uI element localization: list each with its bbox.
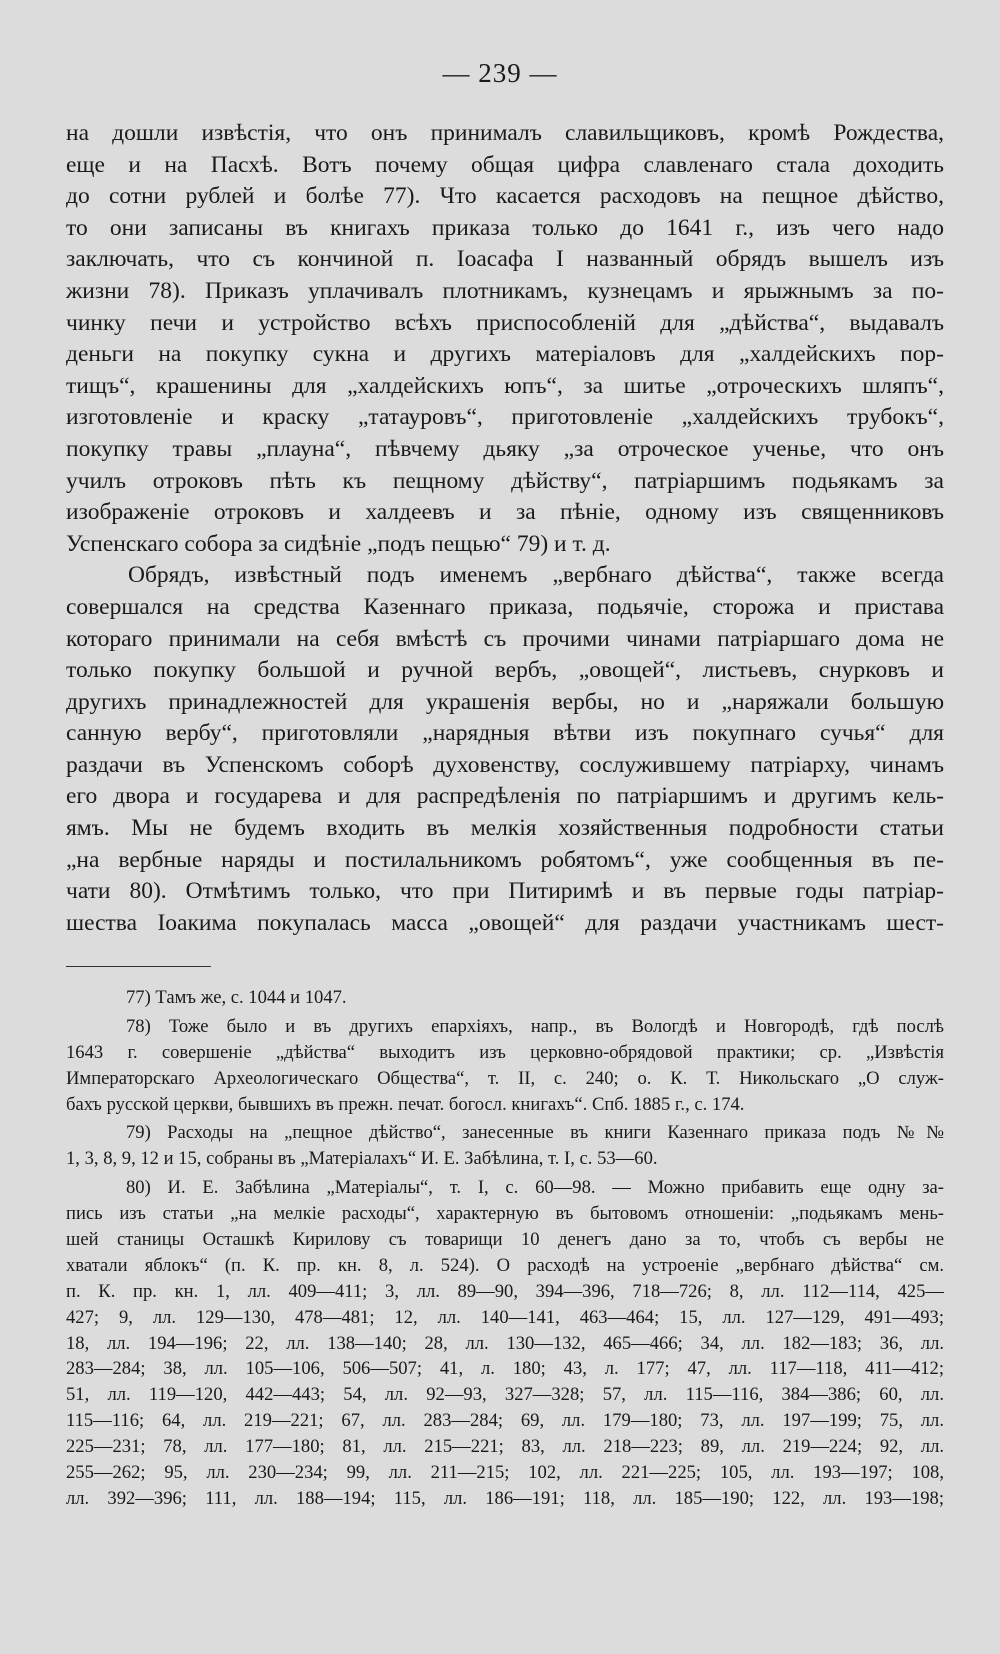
text-line: изображеніе отроковъ и халдеевъ и за пѣніе, одному изъ священниковъ bbox=[66, 499, 944, 526]
text-line: Обрядъ, извѣстный подъ именемъ „вербнаго дѣйства“, также всегда bbox=[128, 562, 944, 589]
footnote-line: Императорскаго Археологическаго Общества“, т. II, с. 240; о. К. Т. Никольскаго „О служ- bbox=[66, 1067, 944, 1089]
text-line: шества Іоакима покупалась масса „овощей“ для раздачи участникамъ шест- bbox=[66, 909, 944, 936]
footnote-line: шей станицы Осташкѣ Кирилову съ товарищи 10 денегъ дано за то, чтобъ съ вербы не bbox=[66, 1229, 944, 1251]
text-line: жизни 78). Приказъ уплачивалъ плотникамъ, кузнецамъ и ярыжнымъ за по- bbox=[66, 277, 944, 304]
footnote-line: 283—284; 38, лл. 105—106, 506—507; 41, л. 180; 43, л. 177; 47, лл. 117—118, 411—412; bbox=[66, 1358, 944, 1380]
text-line: тищъ“, крашенины для „халдейскихъ юпъ“, за шитье „отроческихъ шляпъ“, bbox=[66, 372, 944, 399]
text-line: другихъ принадлежностей для украшенія вербы, но и „наряжали большую bbox=[66, 688, 944, 715]
text-line: до сотни рублей и болѣе 77). Что касается расходовъ на пещное дѣйство, bbox=[66, 183, 944, 210]
footnote-line: 255—262; 95, лл. 230—234; 99, лл. 211—215; 102, лл. 221—225; 105, лл. 193—197; 108, bbox=[66, 1462, 944, 1484]
footnote-line: 1, 3, 8, 9, 12 и 15, собраны въ „Матеріалахъ“ И. Е. Забѣлина, т. I, с. 53—60. bbox=[66, 1148, 658, 1170]
footnote-line: лл. 392—396; 111, лл. 188—194; 115, лл. 186—191; 118, лл. 185—190; 122, лл. 193—198; bbox=[66, 1487, 944, 1509]
text-line: училъ отроковъ пѣть къ пещному дѣйству“, патріаршимъ подьякамъ за bbox=[66, 467, 944, 494]
footnote-line: хватали яблокъ“ (п. К. пр. кн. 8, л. 524). О расходѣ на устроеніе „вербнаго дѣйства“ см. bbox=[66, 1254, 944, 1276]
text-line: санную вербу“, приготовляли „нарядныя вѣтви изъ покупнаго сучья“ для bbox=[66, 720, 944, 747]
footnote-line: 51, лл. 119—120, 442—443; 54, лл. 92—93, 327—328; 57, лл. 115—116, 384—386; 60, лл. bbox=[66, 1384, 944, 1406]
footnote-line: 427; 9, лл. 129—130, 478—481; 12, лл. 140—141, 463—464; 15, лл. 127—129, 491—493; bbox=[66, 1306, 944, 1328]
text-line: чинку печи и устройство всѣхъ приспособленій для „дѣйства“, выдавалъ bbox=[66, 309, 944, 336]
text-line: котораго принимали на себя вмѣстѣ съ прочими чинами патріаршаго дома не bbox=[66, 625, 944, 652]
text-line: только покупку большой и ручной вербъ, „овощей“, листьевъ, снурковъ и bbox=[66, 657, 944, 684]
text-line: „на вербные наряды и постилальникомъ робятомъ“, уже сообщенныя въ пе- bbox=[66, 846, 944, 873]
footnote-line: бахъ русской церкви, бывшихъ въ прежн. печат. богосл. книгахъ“. Спб. 1885 г., с. 174. bbox=[66, 1093, 745, 1115]
footnote-line: п. К. пр. кн. 1, лл. 409—411; 3, лл. 89—90, 394—396, 718—726; 8, лл. 112—114, 425— bbox=[66, 1280, 944, 1302]
text-line: чати 80). Отмѣтимъ только, что при Питиримѣ и въ первые годы патріар- bbox=[66, 878, 944, 905]
footnote-line: 115—116; 64, лл. 219—221; 67, лл. 283—284; 69, лл. 179—180; 73, лл. 197—199; 75, лл. bbox=[66, 1410, 944, 1432]
text-line: совершался на средства Казеннаго приказа, подьячіе, сторожа и пристава bbox=[66, 593, 944, 620]
main-text bbox=[66, 118, 944, 939]
text-line: покупку травы „плауна“, пѣвчему дьяку „за отроческое ученье, что онъ bbox=[66, 435, 944, 462]
footnote-line: 80) И. Е. Забѣлина „Матеріалы“, т. I, с. 60—98. — Можно прибавить еще одну за- bbox=[126, 1177, 944, 1199]
footnote-line: 78) Тоже было и въ другихъ епархіяхъ, напр., въ Вологдѣ и Новгородѣ, гдѣ послѣ bbox=[126, 1015, 944, 1037]
text-line: деньги на покупку сукна и другихъ матеріаловъ для „халдейскихъ пор- bbox=[66, 341, 944, 368]
footnote-line: 1643 г. совершеніе „дѣйства“ выходитъ изъ церковно-обрядовой практики; ср. „Извѣстія bbox=[66, 1041, 944, 1063]
page-number: — 239 — bbox=[442, 58, 558, 88]
text-line: изготовленіе и краску „татауровъ“, приготовленіе „халдейскихъ трубокъ“, bbox=[66, 404, 944, 431]
footnote-line: 77) Тамъ же, с. 1044 и 1047. bbox=[126, 987, 347, 1008]
text-line: Успенскаго собора за сидѣніе „подъ пещью“ 79) и т. д. bbox=[66, 530, 611, 557]
text-line: его двора и государева и для распредѣленія по патріаршимъ и другимъ кель- bbox=[66, 783, 944, 810]
text-line: заключать, что съ кончиной п. Іоасафа I названный обрядъ вышелъ изъ bbox=[66, 246, 944, 273]
footnote-line: 225—231; 78, лл. 177—180; 81, лл. 215—221; 83, лл. 218—223; 89, лл. 219—224; 92, лл. bbox=[66, 1436, 944, 1458]
text-line: еще и на Пасхѣ. Вотъ почему общая цифра славленаго стала доходить bbox=[66, 151, 944, 178]
footnote-line: 18, лл. 194—196; 22, лл. 138—140; 28, лл. 130—132, 465—466; 34, лл. 182—183; 36, лл. bbox=[66, 1332, 944, 1354]
text-line: раздачи въ Успенскомъ соборѣ духовенству, сослужившему патріарху, чинамъ bbox=[66, 751, 944, 778]
text-line: то они записаны въ книгахъ приказа только до 1641 г., изъ чего надо bbox=[66, 214, 944, 241]
footnote-divider bbox=[66, 966, 211, 967]
footnotes bbox=[66, 985, 944, 1512]
text-line: на дошли извѣстія, что онъ принималъ славильщиковъ, кромѣ Рождества, bbox=[66, 120, 944, 146]
footnote-line: 79) Расходы на „пещное дѣйство“, занесенные въ книги Казеннаго приказа подъ №№ bbox=[126, 1122, 944, 1144]
text-line: ямъ. Мы не будемъ входить въ мелкія хозяйственныя подробности статьи bbox=[66, 815, 944, 842]
footnote-line: пись изъ статьи „на мелкіе расходы“, характерную въ бытовомъ отношеніи: „подьякамъ мень- bbox=[66, 1203, 944, 1225]
